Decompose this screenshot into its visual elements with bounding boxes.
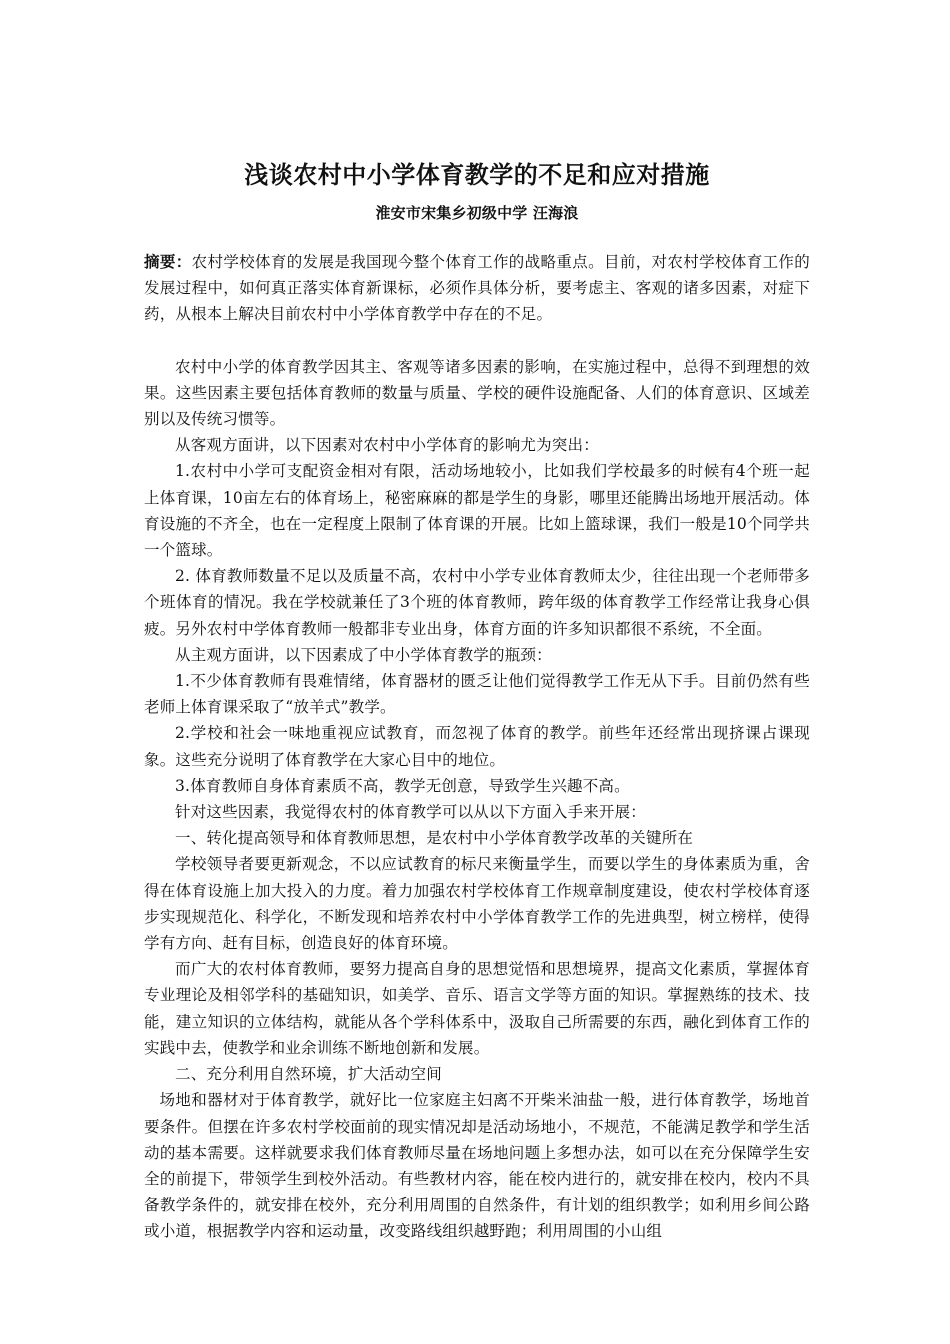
- section-heading: 一、转化提高领导和体育教师思想，是农村中小学体育教学改革的关键所在: [175, 829, 694, 848]
- paragraph: 场地和器材对于体育教学，就好比一位家庭主妇离不开柴米油盐一般，进行体育教学，场地首要条件。但摆在许多农村学校面前的现实情况却是活动场地小，不规范，不能满足教学和学生活动的基本需要。这样就要求我们体育教师尽量在场地问题上多想办法，如可以在充分保障学生安全的前提下，带领学生到校外活动。有些教材内容，能在校内进行的，就安排在校内，校内不具备教学条件的，就安排在校外，充分利用周围的自然条件，有计划的组织教学；如利用乡间公路或小道，根据教学内容和运动量，改变路线组织越野跑；利用周围的小山组: [144, 1091, 810, 1241]
- paragraph: 从主观方面讲，以下因素成了中小学体育教学的瓶颈：: [175, 645, 552, 664]
- spacer: [144, 328, 810, 354]
- paragraph: 学校领导者要更新观念，不以应试教育的标尺来衡量学生，而要以学生的身体素质为重，舍得在体育设施上加大投入的力度。着力加强农村学校体育工作规章制度建设，使农村学校体育逐步实现规范化、科学化，不断发现和培养农村中小学体育教学工作的先进典型，树立榜样，使得学有方向、赶有目标，创造良好的体育环境。: [144, 855, 810, 953]
- paragraph: 针对这些因素，我觉得农村的体育教学可以从以下方面入手来开展：: [175, 803, 647, 822]
- paragraph: 而广大的农村体育教师，要努力提高自身的思想觉悟和思想境界，提高文化素质，掌握体育专业理论及相邻学科的基础知识，如美学、音乐、语言文学等方面的知识。掌握熟练的技术、技能，建立知识的立体结构，就能从各个学科体系中，汲取自己所需要的东西，融化到体育工作的实践中去，使教学和业余训练不断地创新和发展。: [144, 960, 810, 1057]
- paragraph: 1.农村中小学可支配资金相对有限，活动场地较小，比如我们学校最多的时候有4个班一起上体育课，10亩左右的体育场上，秘密麻麻的都是学生的身影，哪里还能腾出场地开展活动。体育设施的不齐全，也在一定程度上限制了体育课的开展。比如上篮球课，我们一般是10个同学共一个篮球。: [144, 462, 810, 560]
- document-page: [144, 150, 810, 1245]
- section-heading: 二、充分利用自然环境，扩大活动空间: [175, 1065, 442, 1084]
- paragraph: 3.体育教师自身体育素质不高，教学无创意，导致学生兴趣不高。: [175, 776, 630, 795]
- paragraph: 农村中小学的体育教学因其主、客观等诸多因素的影响，在实施过程中，总得不到理想的效果。这些因素主要包括体育教师的数量与质量、学校的硬件设施配备、人们的体育意识、区域差别以及传统习惯等。: [144, 357, 810, 429]
- paragraph: 从客观方面讲，以下因素对农村中小学体育的影响尤为突出：: [175, 436, 599, 455]
- paragraph: 1.不少体育教师有畏难情绪，体育器材的匮乏让他们觉得教学工作无从下手。目前仍然有些老师上体育课采取了“放羊式”教学。: [144, 672, 810, 717]
- abstract-label: 摘要：: [144, 253, 192, 271]
- abstract: [144, 249, 810, 328]
- abstract-text: 农村学校体育的发展是我国现今整个体育工作的战略重点。目前，对农村学校体育工作的发展过程中，如何真正落实体育新课标，必须作具体分析，要考虑主、客观的诸多因素，对症下药，从根本上解决目前农村中小学体育教学中存在的不足。: [144, 253, 810, 324]
- paragraph: 2. 体育教师数量不足以及质量不高，农村中小学专业体育教师太少，往往出现一个老师带多个班体育的情况。我在学校就兼任了3个班的体育教师，跨年级的体育教学工作经常让我身心俱疲。另外农村中学体育教师一般都非专业出身，体育方面的许多知识都很不系统，不全面。: [144, 567, 810, 638]
- document-title: 浅谈农村中小学体育教学的不足和应对措施: [244, 161, 710, 189]
- paragraph: 2.学校和社会一味地重视应试教育，而忽视了体育的教学。前些年还经常出现挤课占课现象。这些充分说明了体育教学在大家心目中的地位。: [144, 724, 810, 769]
- document-author: 淮安市宋集乡初级中学 汪海浪: [375, 204, 579, 222]
